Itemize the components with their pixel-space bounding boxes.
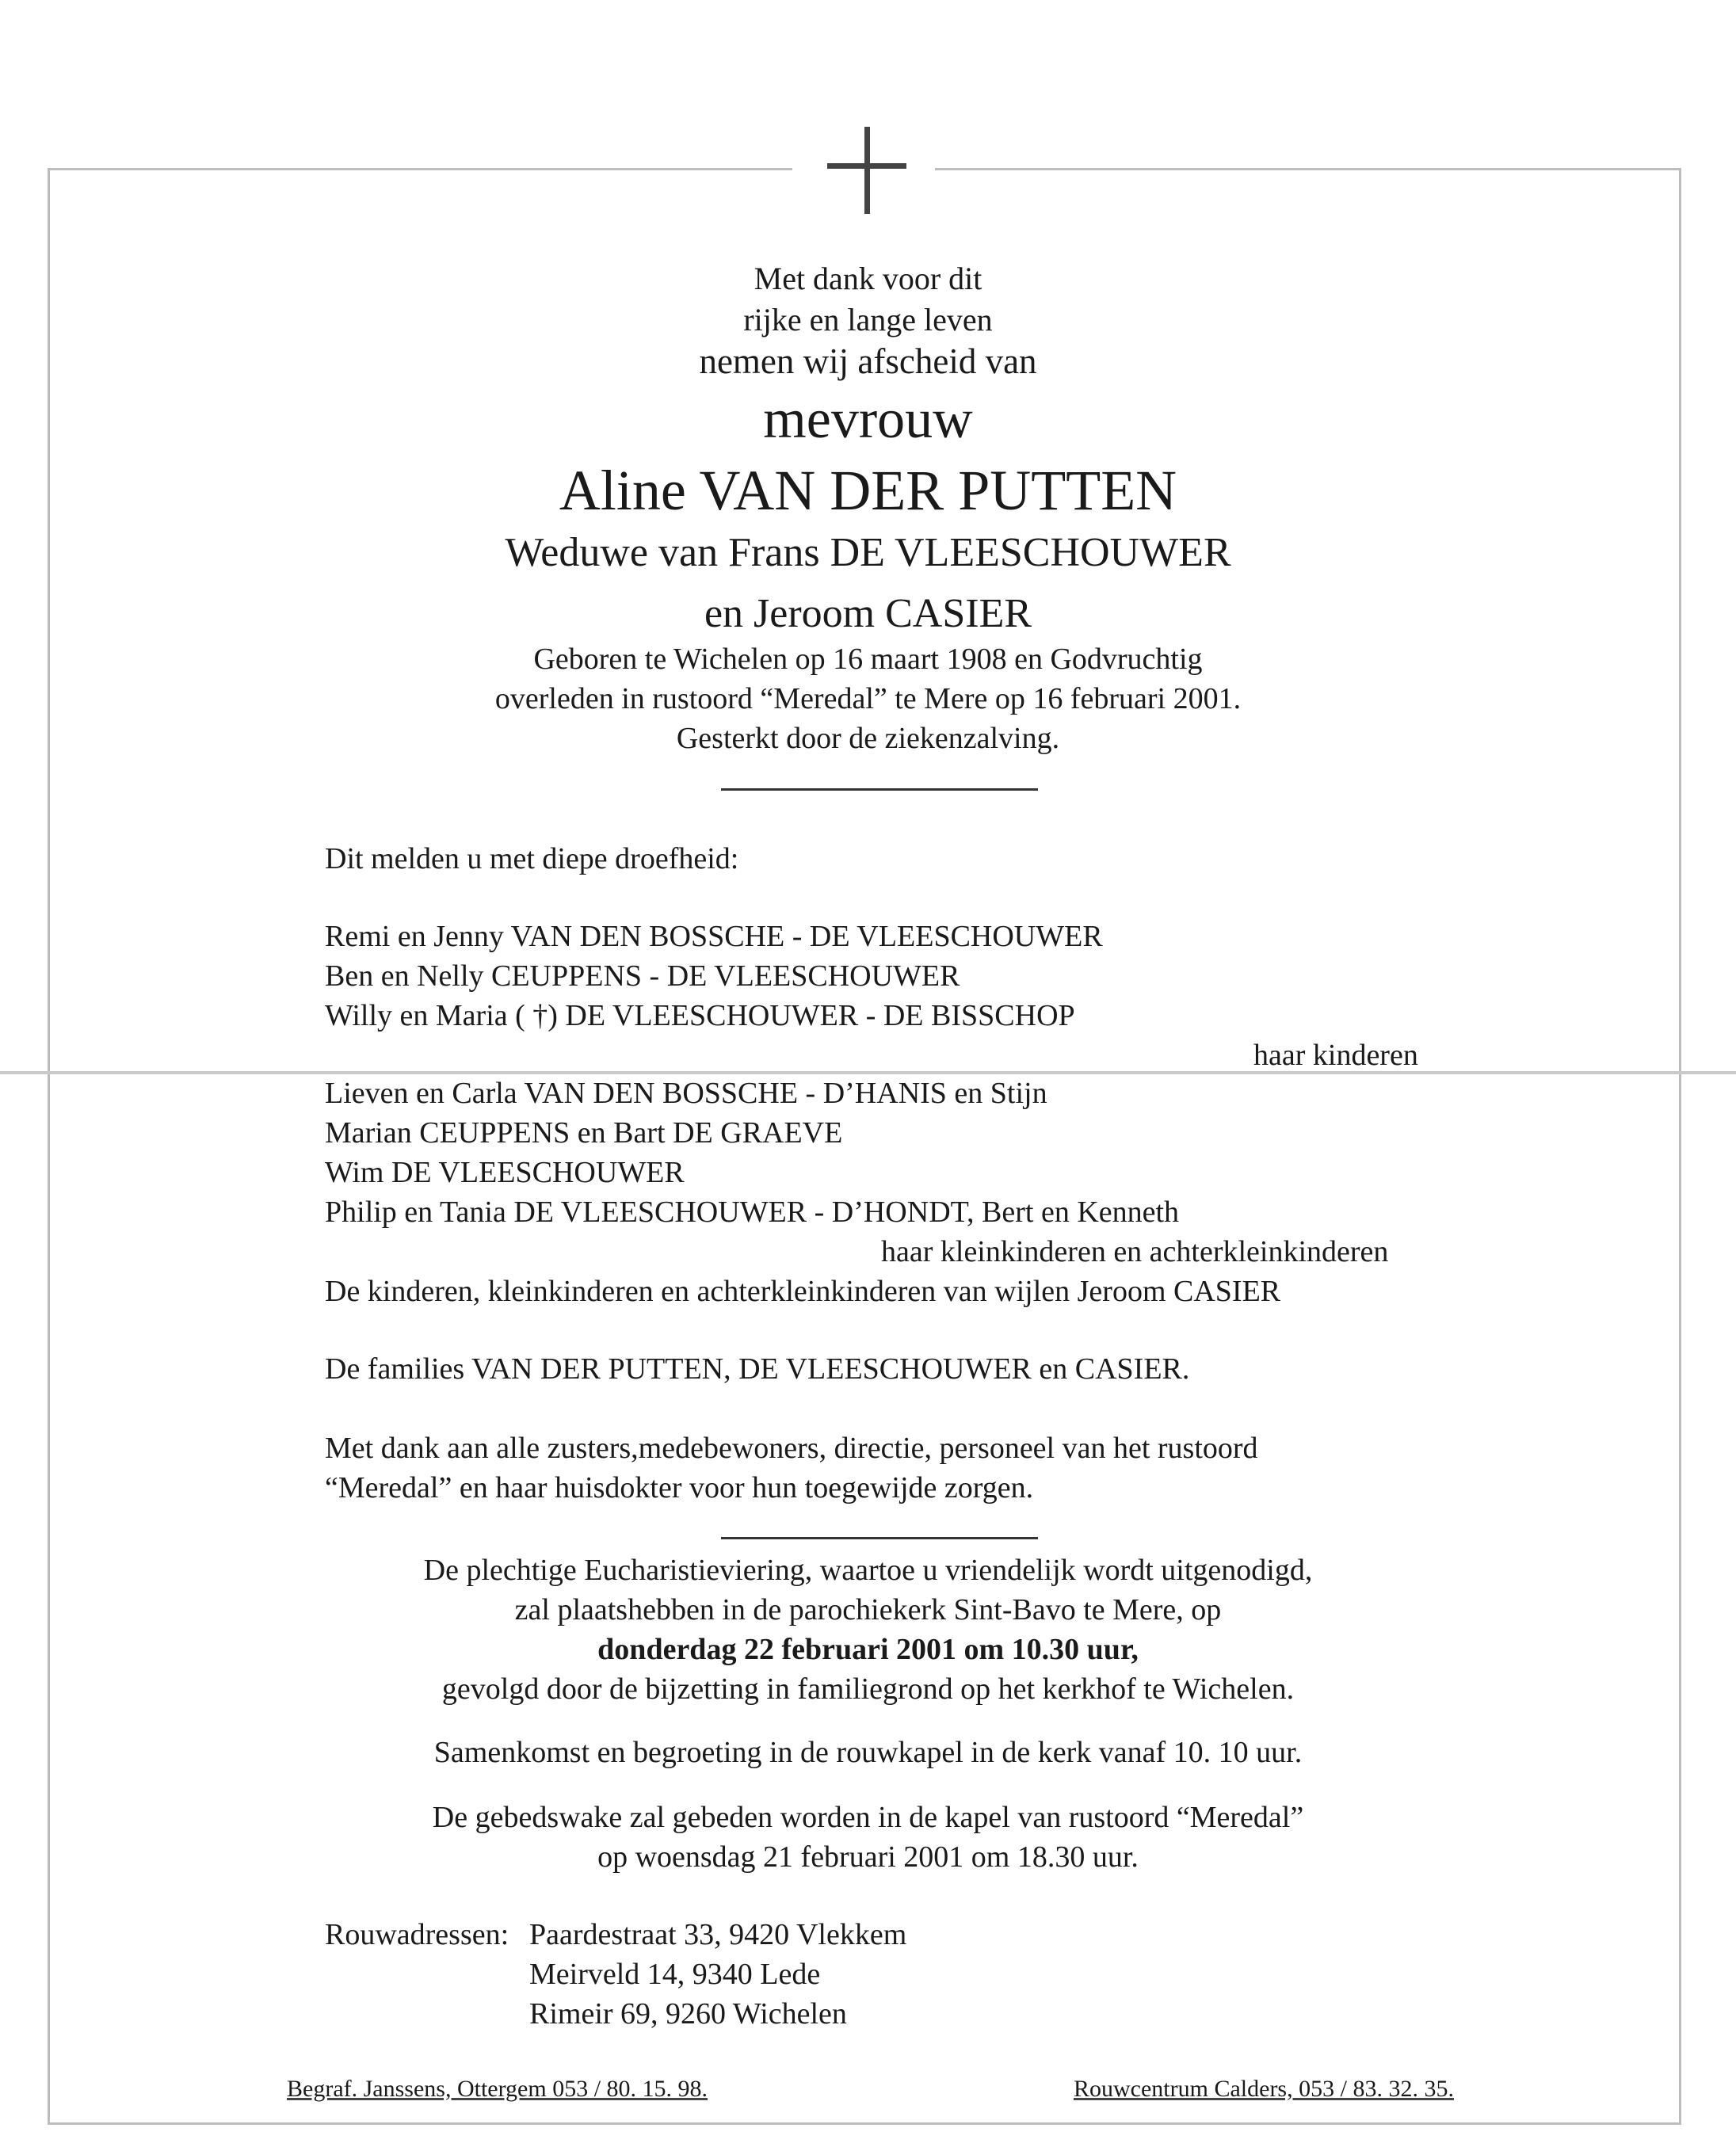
service-line-1: De plechtige Eucharistieviering, waartoe u vriendelijk wordt uitgenodigd, bbox=[423, 1554, 1313, 1587]
grandchild-line-1: Lieven en Carla VAN DEN BOSSCHE - D’HANIS en Stijn bbox=[325, 1077, 1047, 1110]
separator-1 bbox=[721, 788, 1038, 791]
vigil-line-1: De gebedswake zal gebeden worden in de kapel van rustoord “Meredal” bbox=[432, 1801, 1304, 1834]
separator-2 bbox=[721, 1537, 1038, 1539]
life-line-1: Geboren te Wichelen op 16 maart 1908 en Godvruchtig bbox=[533, 643, 1203, 676]
deceased-name: Aline VAN DER PUTTEN bbox=[559, 459, 1177, 522]
intro-line-3: nemen wij afscheid van bbox=[699, 341, 1037, 381]
grandchild-line-2: Marian CEUPPENS en Bart DE GRAEVE bbox=[325, 1116, 843, 1150]
spouse-line-1: Weduwe van Frans DE VLEESCHOUWER bbox=[505, 530, 1231, 575]
gathering-line: Samenkomst en begroeting in de rouwkapel in de kerk vanaf 10. 10 uur. bbox=[433, 1736, 1303, 1769]
casier-line: De kinderen, kleinkinderen en achterkleinkinderen van wijlen Jeroom CASIER bbox=[325, 1275, 1281, 1308]
announce-line: Dit melden u met diepe droefheid: bbox=[325, 842, 739, 875]
service-burial-line: gevolgd door de bijzetting in familiegrond op het kerkhof te Wichelen. bbox=[441, 1672, 1295, 1706]
footer-undertaker: Begraf. Janssens, Ottergem 053 / 80. 15. 98. bbox=[287, 2076, 708, 2102]
frame-top-right-line bbox=[935, 168, 1681, 170]
grandchildren-label: haar kleinkinderen en achterkleinkinderen bbox=[881, 1235, 1389, 1268]
child-line-1: Remi en Jenny VAN DEN BOSSCHE - DE VLEESCHOUWER bbox=[325, 920, 1103, 953]
cross-icon bbox=[827, 127, 906, 214]
child-line-3: Willy en Maria ( †) DE VLEESCHOUWER - DE BISSCHOP bbox=[325, 999, 1075, 1032]
address-line-1: Paardestraat 33, 9420 Vlekkem bbox=[529, 1918, 907, 1951]
vigil-line-2: op woensdag 21 februari 2001 om 18.30 uur. bbox=[597, 1840, 1139, 1874]
thanks-line-2: “Meredal” en haar huisdokter voor hun toegewijde zorgen. bbox=[325, 1471, 1034, 1504]
grandchild-line-4: Philip en Tania DE VLEESCHOUWER - D’HONDT, Bert en Kenneth bbox=[325, 1196, 1180, 1229]
title: mevrouw bbox=[763, 389, 973, 450]
life-line-3: Gesterkt door de ziekenzalving. bbox=[676, 722, 1060, 755]
life-line-2: overleden in rustoord “Meredal” te Mere op 16 februari 2001. bbox=[494, 682, 1242, 715]
child-line-2: Ben en Nelly CEUPPENS - DE VLEESCHOUWER bbox=[325, 959, 960, 993]
children-label: haar kinderen bbox=[1253, 1039, 1418, 1072]
intro-line-1: Met dank voor dit bbox=[754, 261, 982, 296]
spouse-line-2: en Jeroom CASIER bbox=[704, 591, 1032, 636]
service-date: donderdag 22 februari 2001 om 10.30 uur, bbox=[597, 1633, 1139, 1666]
footer-mourning-center: Rouwcentrum Calders, 053 / 83. 32. 35. bbox=[1074, 2076, 1454, 2102]
service-line-2: zal plaatshebben in de parochiekerk Sint-Bavo te Mere, op bbox=[514, 1593, 1222, 1626]
fold-line bbox=[0, 1071, 1736, 1074]
address-line-3: Rimeir 69, 9260 Wichelen bbox=[529, 1997, 847, 2031]
families-line: De families VAN DER PUTTEN, DE VLEESCHOUWER en CASIER. bbox=[325, 1352, 1190, 1386]
frame-top-left-line bbox=[48, 168, 792, 170]
grandchild-line-3: Wim DE VLEESCHOUWER bbox=[325, 1156, 685, 1189]
thanks-line-1: Met dank aan alle zusters,medebewoners, directie, personeel van het rustoord bbox=[325, 1432, 1258, 1465]
addresses-label: Rouwadressen: bbox=[325, 1918, 509, 1951]
intro-line-2: rijke en lange leven bbox=[743, 302, 993, 337]
address-line-2: Meirveld 14, 9340 Lede bbox=[529, 1958, 821, 1991]
